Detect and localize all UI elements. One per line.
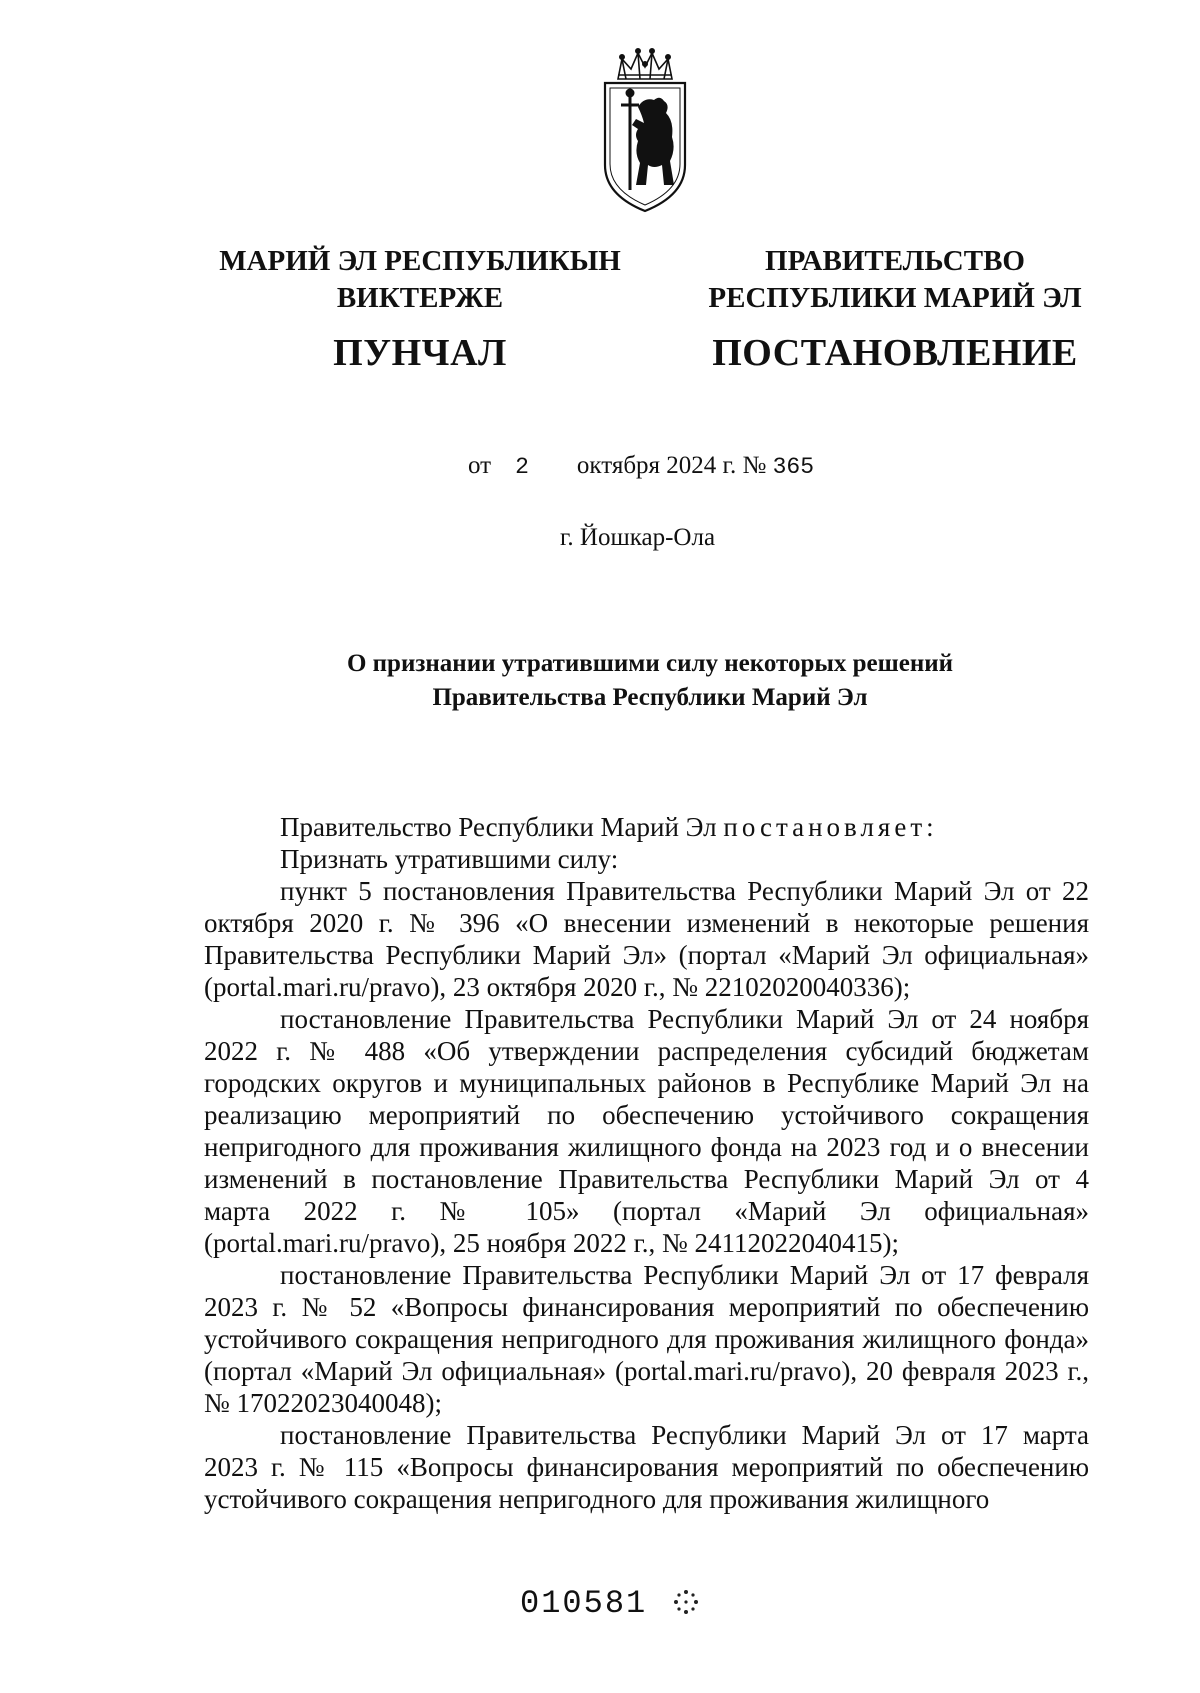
dateline-month-year: октября 2024 г. № <box>576 452 767 479</box>
form-serial-number: 010581 <box>520 1585 648 1622</box>
header-mari-line2: ВИКТЕРЖЕ <box>336 282 504 314</box>
dateline-prefix: от <box>468 452 492 479</box>
document-title <box>250 647 1050 715</box>
header-mari-line1: МАРИЙ ЭЛ РЕСПУБЛИКЫН <box>219 245 621 277</box>
coat-of-arms-icon <box>600 45 690 215</box>
header-russian-doc-type: ПОСТАНОВЛЕНИЕ <box>712 332 1078 374</box>
document-dateline <box>468 452 814 480</box>
document-city: г. Йошкар-Ола <box>560 524 716 551</box>
body-intro-spaced: постановляет <box>723 812 927 842</box>
header-russian-line1: ПРАВИТЕЛЬСТВО <box>765 245 1025 277</box>
header-mari-doc-type: ПУНЧАЛ <box>333 332 507 374</box>
header-mari <box>190 243 650 375</box>
body-intro-start: Правительство Республики Марий Эл <box>280 812 724 842</box>
header-russian <box>690 243 1100 375</box>
body-paragraph: постановление Правительства Республики Марий Эл от 24 ноября 2022 г. № 488 «Об утверждении распределения субсидий бюджетам городских округов и муниципальных районов в Республике Марий Эл на реализацию мероприятий по обеспечению устойчивого сокращения непригодного для проживания жилищного фонда на 2023 год и о внесении изменений в постановление Правительства Республики Марий Эл от 4 марта 2022 г. № 105» (портал «Марий Эл официальная» (portal.mari.ru/pravo), 25 ноября 2022 г., № 24112022040415); <box>204 1004 1089 1258</box>
document-number: 365 <box>772 454 815 480</box>
body-intro <box>204 811 1089 843</box>
document-title-line1: О признании утратившими силу некоторых решений <box>346 650 954 677</box>
dateline-day: 2 <box>515 454 529 480</box>
document-body <box>204 811 1089 1515</box>
body-intro-end: : <box>926 812 934 842</box>
body-paragraph: постановление Правительства Республики Марий Эл от 17 марта 2023 г. № 115 «Вопросы финансирования мероприятий по обеспечению устойчивого сокращения непригодного для проживания жилищного <box>204 1420 1089 1514</box>
body-paragraph: пункт 5 постановления Правительства Республики Марий Эл от 22 октября 2020 г. № 396 «О внесении изменений в некоторые решения Правительства Республики Марий Эл» (портал «Марий Эл официальная» (portal.mari.ru/pravo), 23 октября 2020 г., № 22102020040336); <box>204 876 1089 1002</box>
body-paragraph: постановление Правительства Республики Марий Эл от 17 февраля 2023 г. № 52 «Вопросы финансирования мероприятий по обеспечению устойчивого сокращения непригодного для проживания жилищного фонда» (портал «Марий Эл официальная» (portal.mari.ru/pravo), 20 февраля 2023 г., № 17022023040048); <box>204 1260 1089 1418</box>
document-title-line2: Правительства Республики Марий Эл <box>432 684 868 711</box>
header-russian-line2: РЕСПУБЛИКИ МАРИЙ ЭЛ <box>708 282 1082 314</box>
body-paragraph: Признать утратившими силу: <box>280 844 619 874</box>
ornament-icon <box>672 1588 700 1616</box>
